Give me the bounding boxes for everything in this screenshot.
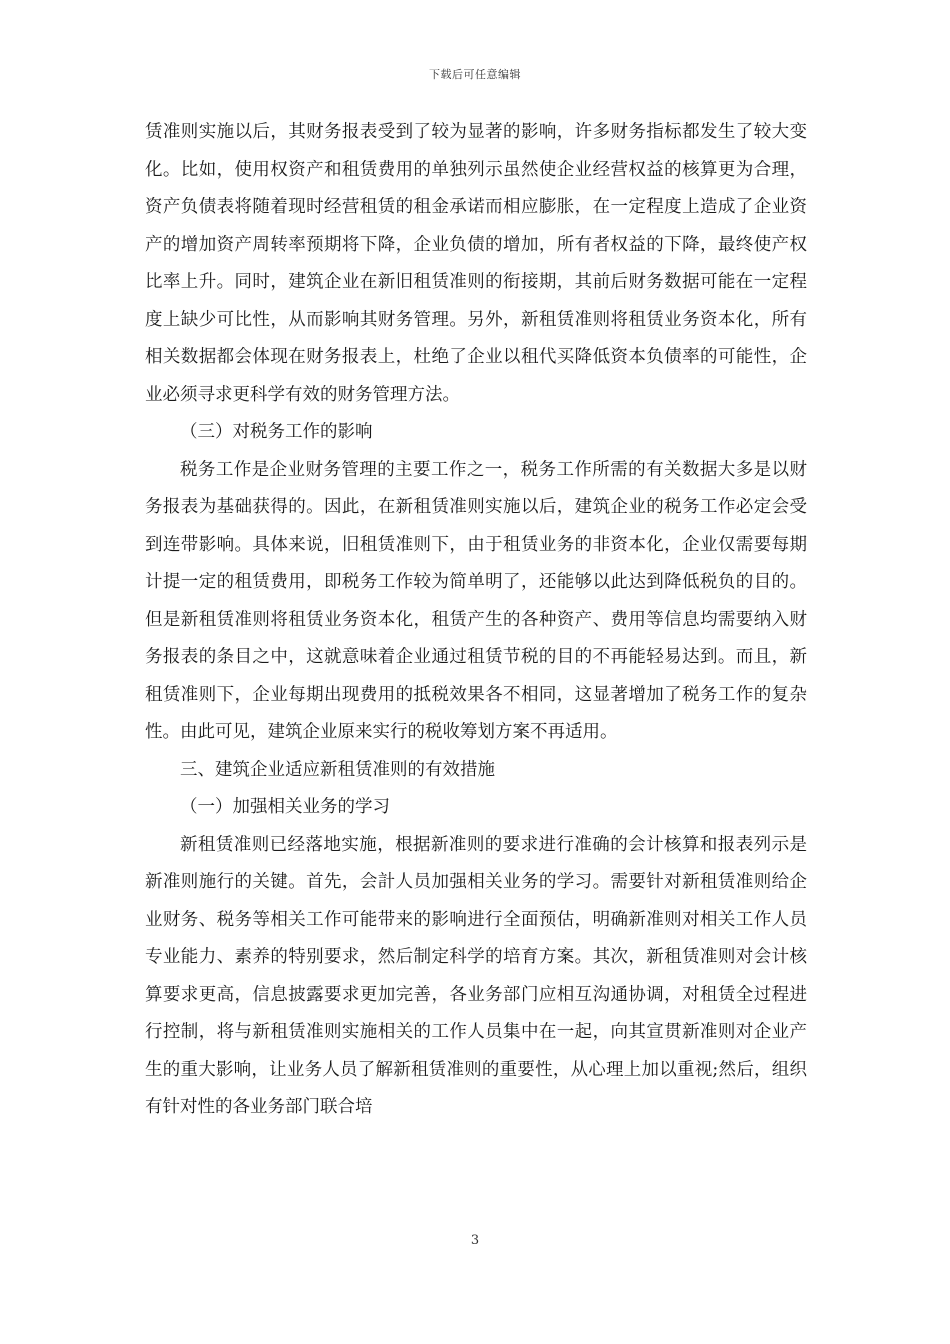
section-heading-tax-impact: （三）对税务工作的影响 <box>180 422 373 442</box>
page-number: 3 <box>470 1233 480 1248</box>
section-heading-measures: 三、建筑企业适应新租赁准则的有效措施 <box>180 759 495 780</box>
paragraph-lease-standard-effects: 赁准则实施以后，其财务报表受到了较为显著的影响，许多财务指标都发生了较大变化。比如，使用权资产和租赁费用的单独列示虽然使企业经营权益的核算更为合理，资产负债表将随着现时经营租赁的租金承诺而相应膨胀，在一定程度上造成了企业资产的增加资产周转率预期将下降，企业负债的增加，所有者权益的下降，最终使产权比率上升。同时，建筑企业在新旧租赁准则的衔接期，其前后财务数据可能在一定程度上缺少可比性，从而影响其财务管理。另外，新租赁准则将租赁业务资本化，所有相关数据都会体现在财务报表上，杜绝了企业以租代买降低资本负债率的可能性，企业必须寻求更科学有效的财务管理方法。 <box>145 122 807 405</box>
paragraph-tax-work: 税务工作是企业财务管理的主要工作之一，税务工作所需的有关数据大多是以财务报表为基础获得的。因此，在新租赁准则实施以后，建筑企业的税务工作必定会受到连带影响。具体来说，旧租赁准则下，由于租赁业务的非资本化，企业仅需要每期计提一定的租赁费用，即税务工作较为简单明了，还能够以此达到降低税负的目的。但是新租赁准则将租赁业务资本化，租赁产生的各种资产、费用等信息均需要纳入财务报表的条目之中，这就意味着企业通过租赁节税的目的不再能轻易达到。而且，新租赁准则下，企业每期出现费用的抵税效果各不相同，这显著增加了税务工作的复杂性。由此可见，建筑企业原来实行的税收筹划方案不再适用。 <box>145 459 807 742</box>
section-heading-business-learning: （一）加强相关业务的学习 <box>180 797 390 817</box>
page-header: 下载后可任意编辑 <box>429 68 521 81</box>
document-body <box>145 114 807 1127</box>
paragraph-business-learning: 新租赁准则已经落地实施，根据新准则的要求进行准确的会计核算和报表列示是新准则施行的关键。首先，会計人员加强相关业务的学习。需要针对新租赁准则给企业财务、税务等相关工作可能带来的影响进行全面预估，明确新准则对相关工作人员专业能力、素养的特别要求，然后制定科学的培育方案。其次，新租赁准则对会计核算要求更高，信息披露要求更加完善，各业务部门应相互沟通协调，对租赁全过程进行控制，将与新租赁准则实施相关的工作人员集中在一起，向其宣贯新准则对企业产生的重大影响，让业务人员了解新租赁准则的重要性，从心理上加以重视;然后，组织有针对性的各业务部门联合培 <box>145 834 807 1117</box>
